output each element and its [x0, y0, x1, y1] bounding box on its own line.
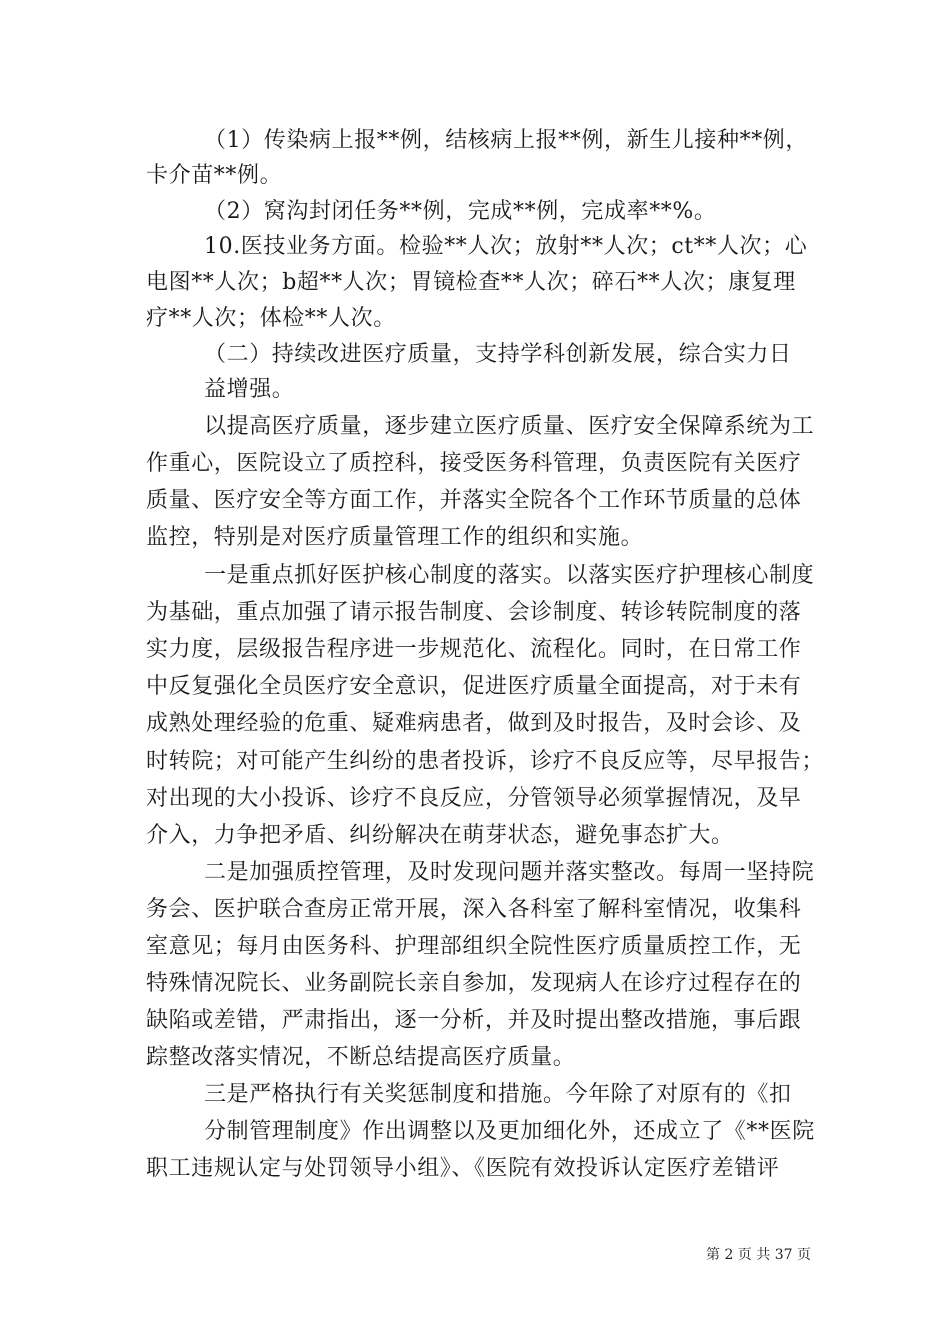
body-line: 时转院；对可能产生纠纷的患者投诉，诊疗不良反应等，尽早报告；	[146, 749, 825, 774]
body-line: 10.医技业务方面。检验**人次；放射**人次；ct**人次；心	[204, 234, 808, 259]
body-line: 中反复强化全员医疗安全意识，促进医疗质量全面提高，对于未有	[146, 674, 802, 699]
body-line: 介入，力争把矛盾、纠纷解决在萌芽状态，避免事态扩大。	[146, 823, 734, 848]
body-line: 电图**人次；b超**人次；胃镜检查**人次；碎石**人次；康复理	[146, 270, 796, 295]
body-line: （1）传染病上报**例，结核病上报**例，新生儿接种**例，	[204, 128, 808, 153]
body-line: 室意见；每月由医务科、护理部组织全院性医疗质量质控工作，无	[146, 934, 802, 959]
body-line: 益增强。	[204, 377, 295, 402]
body-line: （2）窝沟封闭任务**例，完成**例，完成率**%。	[204, 199, 717, 224]
body-line: 二是加强质控管理，及时发现问题并落实整改。每周一坚持院	[204, 860, 815, 885]
body-line: （二）持续改进医疗质量，支持学科创新发展，综合实力日	[204, 342, 792, 367]
body-line: 疗**人次；体检**人次。	[146, 306, 396, 331]
body-line: 对出现的大小投诉、诊疗不良反应，分管领导必须掌握情况，及早	[146, 786, 802, 811]
body-line: 实力度，层级报告程序进一步规范化、流程化。同时，在日常工作	[146, 637, 802, 662]
page-number-footer: 第 2 页 共 37 页	[706, 1247, 811, 1263]
body-line: 为基础，重点加强了请示报告制度、会诊制度、转诊转院制度的落	[146, 600, 802, 625]
body-line: 特殊情况院长、业务副院长亲自参加，发现病人在诊疗过程存在的	[146, 971, 802, 996]
body-line: 一是重点抓好医护核心制度的落实。以落实医疗护理核心制度	[204, 563, 815, 588]
body-line: 质量、医疗安全等方面工作，并落实全院各个工作环节质量的总体	[146, 488, 802, 513]
body-line: 监控，特别是对医疗质量管理工作的组织和实施。	[146, 525, 644, 550]
body-line: 职工违规认定与处罚领导小组》、《医院有效投诉认定医疗差错评	[146, 1156, 780, 1181]
body-line: 缺陷或差错，严肃指出，逐一分析，并及时提出整改措施，事后跟	[146, 1008, 802, 1033]
body-line: 务会、医护联合查房正常开展，深入各科室了解科室情况，收集科	[146, 897, 802, 922]
body-line: 作重心，医院设立了质控科，接受医务科管理，负责医院有关医疗	[146, 451, 802, 476]
body-line: 三是严格执行有关奖惩制度和措施。今年除了对原有的《扣	[204, 1082, 792, 1107]
body-line: 以提高医疗质量，逐步建立医疗质量、医疗安全保障系统为工	[204, 414, 815, 439]
body-line: 踪整改落实情况，不断总结提高医疗质量。	[146, 1045, 576, 1070]
body-line: 分制管理制度》作出调整以及更加细化外，还成立了《**医院	[204, 1119, 815, 1144]
body-line: 成熟处理经验的危重、疑难病患者，做到及时报告，及时会诊、及	[146, 711, 802, 736]
body-line: 卡介苗**例。	[146, 163, 283, 188]
